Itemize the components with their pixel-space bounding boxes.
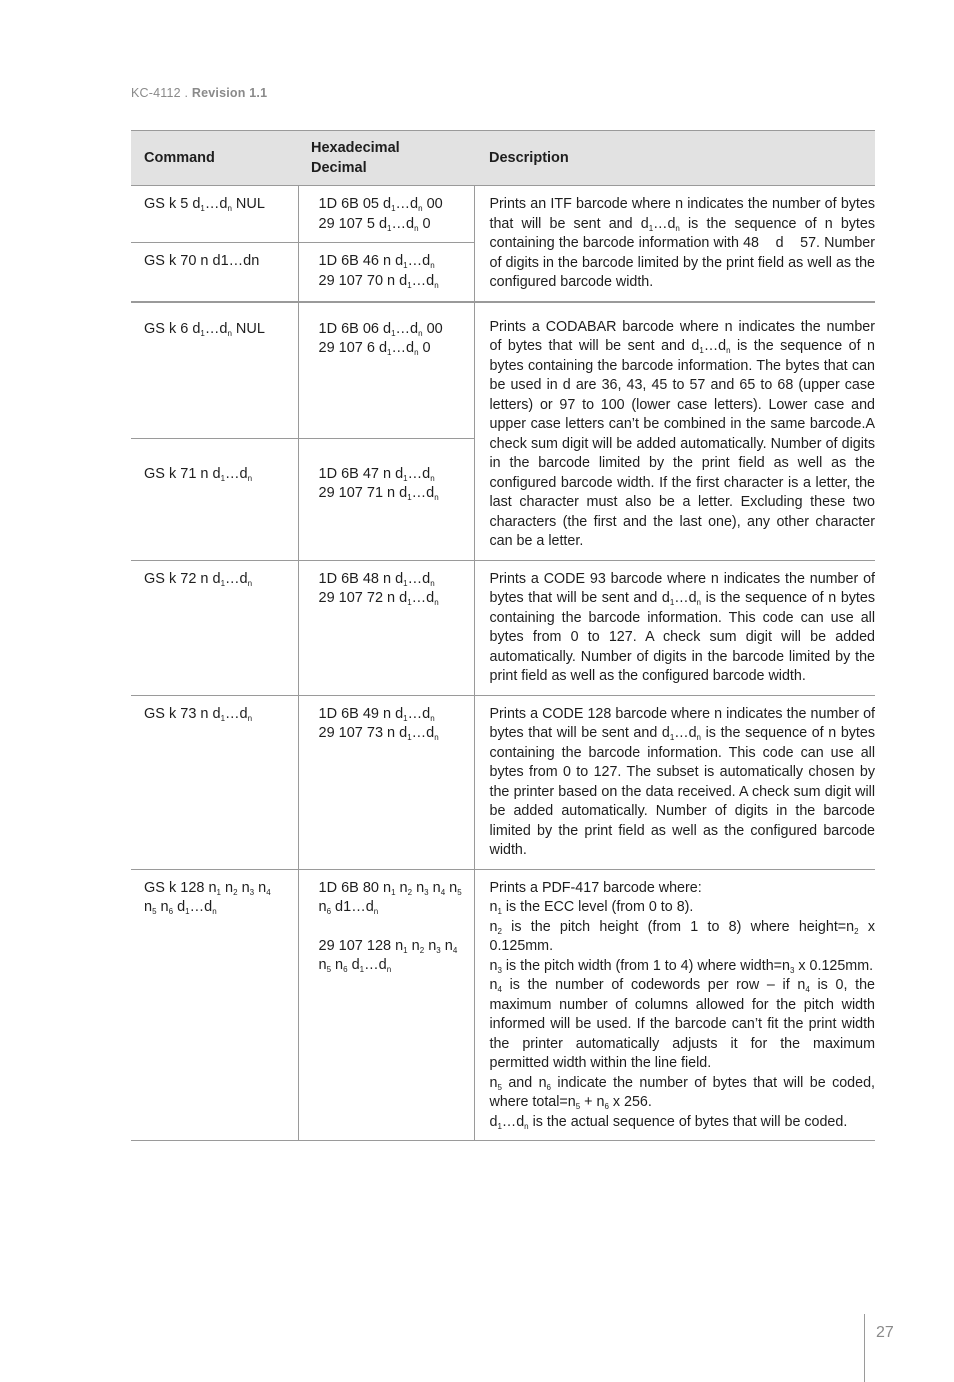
table-header-row	[131, 131, 875, 186]
dec-value: 29 107 128 $n_1$ $n_2$ $n_3$ $n_4$ $n_5$ $n_6$ $d_1\dots d_n$	[318, 937, 458, 974]
pdf417-line: Prints a PDF-417 barcode where:	[489, 879, 702, 896]
dec-value: 29 107 70 n $d_1\dots d_n$	[318, 272, 439, 290]
description-cell: Prints a CODE 93 barcode where n indicates the number of bytes that will be sent and $d_1\dots d_n$ is the sequence of n bytes containing the barcode information. This code can use all bytes from 0 to 127. A check sum digit will be added automatically. Number of digits in the barcode limited by the print field as well as the configured barcode width.	[474, 560, 875, 695]
hex-dec-cell	[298, 243, 474, 302]
hex-value: 1D 6B 48 n $d_1\dots d_n$	[318, 570, 435, 588]
page-number: 27	[876, 1324, 894, 1341]
column-header-description: Description	[474, 131, 875, 186]
hex-dec-cell	[298, 560, 474, 695]
column-header-dec: Decimal	[311, 160, 367, 176]
dec-value: 29 107 5 $d_1\dots d_n$ 0	[318, 215, 431, 233]
hex-dec-cell	[298, 438, 474, 560]
hex-value: 1D 6B 46 n $d_1\dots d_n$	[318, 253, 435, 270]
document-header	[131, 86, 267, 100]
column-header-hex-decimal	[298, 131, 474, 186]
command-cell: GS k 73 n $d_1\dots d_n$	[131, 695, 298, 869]
command-cell: GS k 5 $d_1\dots d_n$ NUL	[131, 186, 298, 243]
description-cell	[474, 869, 875, 1141]
pdf417-line: $n_4$ is the number of codewords per row – if $n_4$ is 0, the maximum number of columns allowed for the pitch width informed will be used. If the barcode can’t fit the print width the printer automatically adjusts it for the maximum permitted width within the line field.	[489, 977, 875, 1071]
table-row	[131, 560, 875, 695]
table-row	[131, 869, 875, 1141]
dec-value: 29 107 71 n $d_1\dots d_n$	[318, 485, 439, 502]
pdf417-line: $n_2$ is the pitch height (from 1 to 8) where $height=n_2$ x 0.125mm.	[489, 918, 875, 954]
hex-value: 1D 6B 49 n $d_1\dots d_n$	[318, 705, 435, 723]
command-cell: GS k 128 $n_1$ $n_2$ $n_3$ $n_4$ $n_5$ $n_6$ $d_1\dots d_n$	[131, 869, 298, 1141]
pdf417-line: $n_3$ is the pitch width (from 1 to 4) where $width=n_3$ x 0.125mm.	[489, 957, 874, 975]
hex-value: 1D 6B 47 n $d_1\dots d_n$	[318, 465, 435, 483]
hex-value: 1D 6B 06 $d_1\dots d_n$ 00	[318, 320, 443, 338]
command-table	[131, 130, 875, 1141]
revision-label: Revision 1.1	[191, 86, 268, 100]
dec-value: 29 107 73 n $d_1\dots d_n$	[318, 725, 439, 742]
hex-value: 1D 6B 05 $d_1\dots d_n$ 00	[318, 196, 443, 213]
table-row	[131, 302, 875, 439]
description-cell: Prints an ITF barcode where n indicates the number of bytes that will be sent and $d_1\dots d_n$ is the sequence of n bytes containing the barcode information with 48 d 57. Number of digits in the barcode limited by the print field as well as the configured barcode width.	[474, 186, 875, 302]
command-cell: GS k 72 n $d_1\dots d_n$	[131, 560, 298, 695]
header-separator: .	[184, 86, 189, 100]
pdf417-line: $n_5$ and $n_6$ indicate the number of bytes that will be coded, where $total=n_5 + n_6$ x 256.	[489, 1074, 875, 1111]
table-row	[131, 695, 875, 869]
column-header-command: Command	[131, 131, 298, 186]
hex-dec-cell	[298, 695, 474, 869]
hex-dec-cell	[298, 186, 474, 243]
description-cell: Prints a CODABAR barcode where n indicates the number of bytes that will be sent and $d_1\dots d_n$ is the sequence of n bytes containing the barcode information. The bytes that can be used in d are 36, 43, 45 to 57 and 65 to 68 (upper case letters) or 97 to 100 (lower case letters). Lower case and upper case letters can’t be combined in the same barcode.A check sum digit will be added automatically. Number of digits in the barcode limited by the print field as well as the configured barcode width. If the first character is a letter, the last character must also be a letter. Excluding these two characters (the first and the last one), any other character can be a letter.	[474, 302, 875, 561]
hex-value: 1D 6B 80 $n_1$ $n_2$ $n_3$ $n_4$ $n_5$ $n_6$ $d1\dots d_n$	[318, 879, 462, 916]
column-header-hex: Hexadecimal	[311, 140, 400, 156]
page-number-divider	[864, 1314, 865, 1382]
dec-value: 29 107 72 n $d_1\dots d_n$	[318, 590, 439, 607]
pdf417-line: $d_1\dots d_n$ is the actual sequence of bytes that will be coded.	[489, 1113, 848, 1131]
description-cell: Prints a CODE 128 barcode where n indicates the number of bytes that will be sent and $d_1\dots d_n$ is the sequence of n bytes containing the barcode information. This code can use all bytes from 0 to 127. The subset is automatically chosen by the printer based on the data received. A check sum digit will be added automatically. Number of digits in the barcode limited by the print field as well as the configured barcode width.	[474, 695, 875, 869]
command-cell: GS k 6 $d_1\dots d_n$ NUL	[131, 302, 298, 439]
table-row	[131, 186, 875, 243]
document-id: KC-4112	[131, 86, 181, 100]
hex-dec-cell	[298, 869, 474, 1141]
command-cell: GS k 71 n $d_1\dots d_n$	[131, 438, 298, 560]
dec-value: 29 107 6 $d_1\dots d_n$ 0	[318, 340, 431, 357]
hex-dec-cell	[298, 302, 474, 439]
pdf417-line: $n_1$ is the ECC level (from 0 to 8).	[489, 899, 694, 916]
command-cell: GS k 70 n d1…dn	[131, 243, 298, 302]
